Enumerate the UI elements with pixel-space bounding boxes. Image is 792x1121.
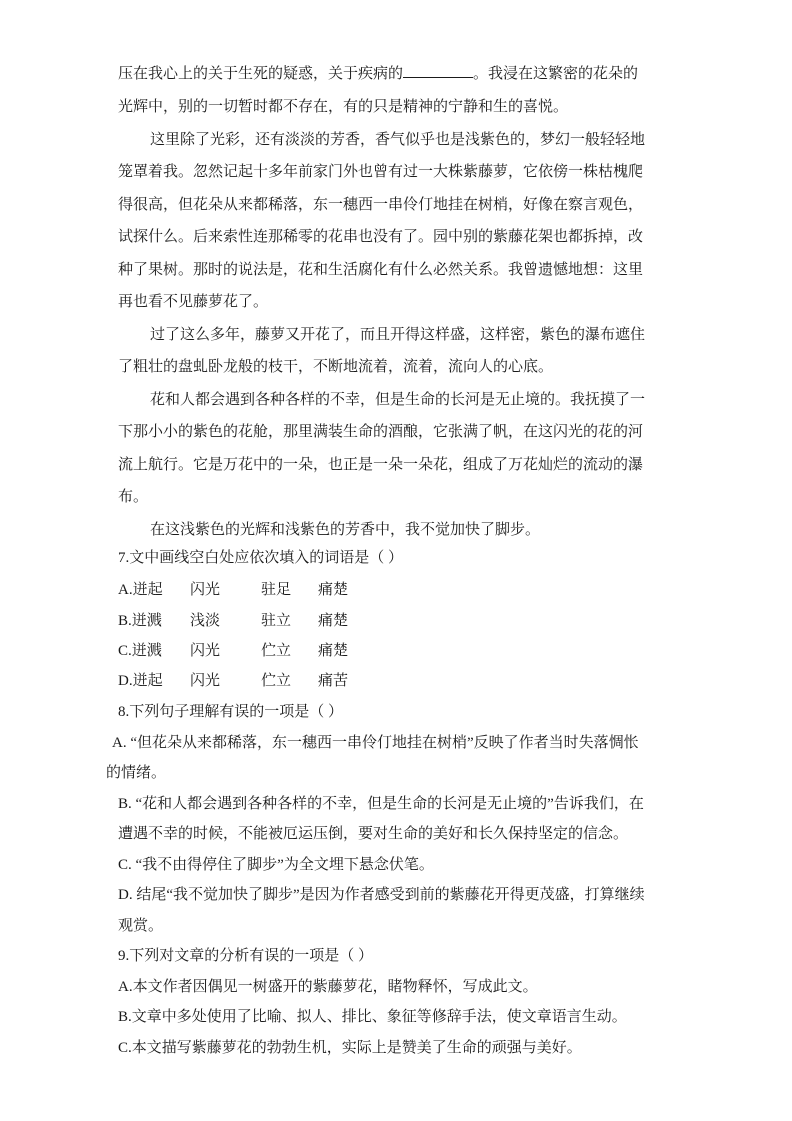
option-label: D.迸起 [118,673,163,689]
q8-option-d[interactable]: D. 结尾“我不觉加快了脚步”是因为作者感受到前的紫藤花开得更茂盛，打算继续 [118,887,645,903]
question-7-stem: 7.文中画线空白处应依次填入的词语是（ ） [118,550,404,566]
q8-option-a[interactable]: A. “但花朵从来都稀落，东一穗西一串伶仃地挂在树梢”反映了作者当时失落惆怅 [112,735,639,751]
passage-text: 压在我心上的关于生死的疑惑，关于疾病的 [118,64,404,82]
option-word: 驻立 [261,613,292,629]
option-word: 痛楚 [318,643,349,659]
option-word: 浅淡 [190,613,221,629]
q8-option-c[interactable]: C. “我不由得停住了脚步”为全文埋下悬念伏笔。 [118,857,434,873]
passage-line: 笼罩着我。忽然记起十多年前家门外也曾有过一大株紫藤萝，它依傍一株枯槐爬 [118,162,644,180]
passage-line [118,63,638,83]
option-label: A.迸起 [118,582,163,598]
passage-line: 花和人都会遇到各种各样的不幸，但是生命的长河是无止境的。我抚摸了一 [150,390,646,408]
q8-option-b[interactable]: B. “花和人都会遇到各种各样的不幸，但是生命的长河是无止境的”告诉我们，在 [118,796,644,812]
option-word: 驻足 [261,582,292,598]
option-word: 闪光 [190,582,221,598]
option-word: 闪光 [190,673,221,689]
passage-line: 了粗壮的盘虬卧龙般的枝干，不断地流着，流着，流向人的心底。 [118,357,554,375]
passage-line: 布。 [118,487,149,505]
passage-line: 种了果树。那时的说法是，花和生活腐化有什么必然关系。我曾遗憾地想：这里 [118,260,644,278]
q9-option-c[interactable]: C.本文描写紫藤萝花的勃勃生机，实际上是赞美了生命的顽强与美好。 [118,1040,582,1056]
q8-option-b-cont: 遭遇不幸的时候，不能被厄运压倒，要对生命的美好和长久保持坚定的信念。 [118,826,629,842]
passage-line: 在这浅紫色的光辉和浅紫色的芳香中，我不觉加快了脚步。 [150,520,541,538]
passage-line: 这里除了光彩，还有淡淡的芳香，香气似乎也是浅紫色的，梦幻一般轻轻地 [150,130,646,148]
q7-option-b[interactable] [118,611,418,631]
option-word: 伫立 [261,643,292,659]
option-label: B.迸溅 [118,613,162,629]
passage-text: 。我浸在这繁密的花朵的 [473,64,639,82]
passage-line: 试探什么。后来索性连那稀零的花串也没有了。园中别的紫藤花架也都拆掉，改 [118,227,644,245]
option-word: 闪光 [190,643,221,659]
passage-line: 过了这么多年，藤萝又开花了，而且开得这样盛，这样密，紫色的瀑布遮住 [150,325,646,343]
passage-line: 光辉中，别的一切暂时都不存在，有的只是精神的宁静和生的喜悦。 [118,97,569,115]
q9-option-a[interactable]: A.本文作者因偶见一树盛开的紫藤萝花，睹物释怀，写成此文。 [118,979,538,995]
q7-option-d[interactable] [118,671,418,691]
option-word: 伫立 [261,673,292,689]
option-label: C.迸溅 [118,643,162,659]
passage-line: 再也看不见藤萝花了。 [118,292,269,310]
option-word: 痛楚 [318,613,349,629]
question-8-stem: 8.下列句子理解有误的一项是（ ） [118,704,344,720]
q8-option-d-cont: 观赏。 [118,918,164,934]
q7-option-c[interactable] [118,641,418,661]
q7-option-a[interactable] [118,580,418,600]
passage-line: 得很高，但花朵从来都稀落，东一穗西一串伶仃地挂在树梢，好像在察言观色， [118,195,644,213]
passage-line: 流上航行。它是万花中的一朵，也正是一朵一朵花，组成了万花灿烂的流动的瀑 [118,455,644,473]
question-9-stem: 9.下列对文章的分析有误的一项是（ ） [118,948,374,964]
fill-blank[interactable] [403,63,473,78]
q9-option-b[interactable]: B.文章中多处使用了比喻、拟人、排比、象征等修辞手法，使文章语言生动。 [118,1009,627,1025]
passage-line: 下那小小的紫色的花舱，那里满装生命的酒酿，它张满了帆，在这闪光的花的河 [118,422,644,440]
option-word: 痛苦 [318,673,349,689]
q8-option-a-cont: 的情绪。 [106,765,167,781]
option-word: 痛楚 [318,582,349,598]
